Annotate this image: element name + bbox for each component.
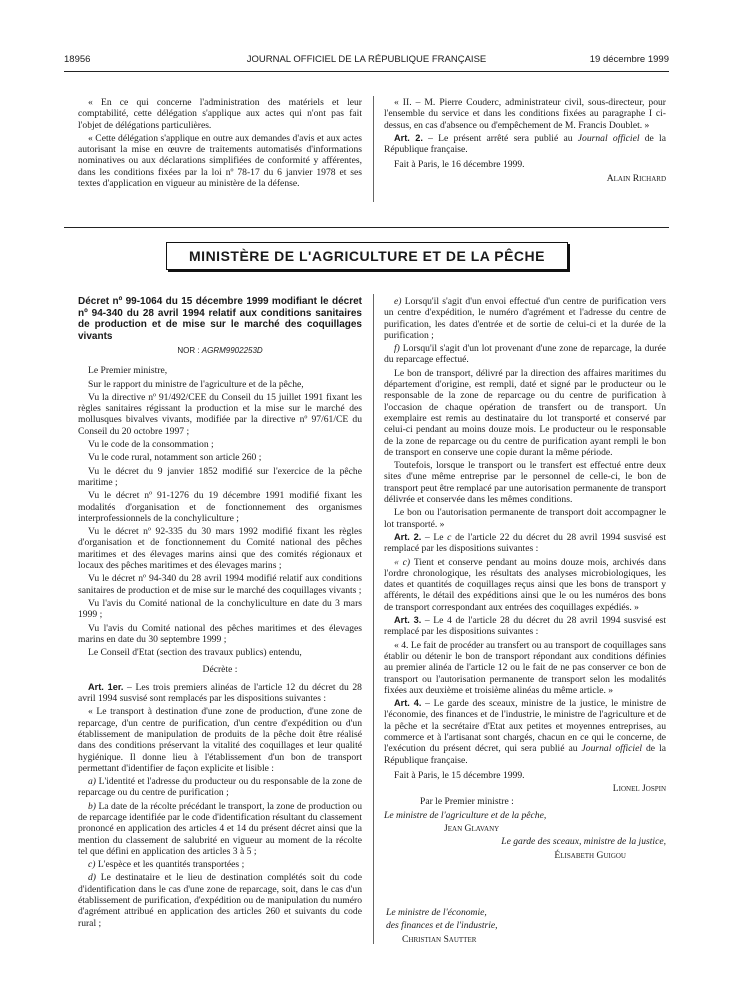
minister-title: des finances et de l'industrie,: [386, 920, 498, 932]
journal-name: Journal officiel: [581, 743, 643, 755]
visa: Vu le code rural, notamment son article 260 ;: [88, 452, 262, 464]
top-right-column: [384, 97, 666, 186]
article-label: Art. 4.: [394, 698, 422, 709]
decree-title: Décret nº 99-1064 du 15 décembre 1999 modifiant le décret nº 94-340 du 28 avril 1994 relatif aux conditions sanitaires de production et de mise sur le marché des coquillages vivants: [78, 296, 362, 342]
ministry-heading: MINISTÈRE DE L'AGRICULTURE ET DE LA PÊCHE: [189, 248, 545, 264]
article-3: Art. 3. – Le 4 de l'article 28 du décret du 28 avril 1994 susvisé est remplacé par les dispositions suivantes :: [384, 615, 666, 638]
economy-signature: [386, 907, 668, 947]
nor-code: AGRM9902253D: [201, 346, 263, 355]
journal-name: Journal officiel: [577, 132, 640, 144]
fait-a-paris: Fait à Paris, le 15 décembre 1999.: [394, 769, 525, 781]
minister-title: Le ministre de l'agriculture et de la pêche,: [384, 809, 547, 821]
quote: « c) Tient et conserve pendant au moins douze mois, archivés dans l'ordre chronologique, les résultats des analyses microbiologiques, les dates et quantités de coquillages reçus ainsi que les bons de transport y afférents, le détail des expéditions ainsi que le ou les numéros des bons de transport correspondant aux entrées des coquillages expédiés. »: [384, 556, 666, 613]
list-item: d) Le destinataire et le lieu de destination complétés soit du code d'identification dans le cas d'une zone de reparcage, soit, dans le cas d'un établissement de purification, d'expédition ou de manipulation du numéro d'agrément attribué en application des articles 260 et suivants du code rural ;: [78, 872, 362, 929]
paragraph: Le bon ou l'autorisation permanente de transport doit accompagner le lot transporté. »: [384, 507, 666, 530]
visa: Le Conseil d'Etat (section des travaux publics) entendu,: [88, 647, 302, 659]
article-2: Art. 2. – Le présent arrêté sera publié au Journal officiel de la République française.: [384, 132, 666, 156]
list-item: c) L'espèce et les quantités transportées ;: [88, 859, 245, 871]
list-item: f) Lorsqu'il s'agit d'un lot provenant d'une zone de reparcage, la durée du reparcage effectué.: [384, 343, 666, 366]
list-item: a) L'identité et l'adresse du producteur ou du responsable de la zone de reparcage ou du centre de purification ;: [78, 776, 362, 799]
fait-a-paris: Fait à Paris, le 16 décembre 1999.: [394, 159, 525, 171]
bottom-left-column: [78, 296, 362, 931]
journal-title: JOURNAL OFFICIEL DE LA RÉPUBLIQUE FRANÇAISE: [246, 54, 487, 65]
article-label: Art. 1er.: [88, 681, 124, 692]
par-le-premier-ministre: Par le Premier ministre :: [420, 796, 514, 808]
signature-prime-minister: Lionel Jospin: [612, 783, 666, 795]
article-2: Art. 2. – Le c de l'article 22 du décret du 28 avril 1994 susvisé est remplacé par les dispositions suivantes :: [384, 531, 666, 555]
paragraph: « Cette délégation s'applique en outre aux demandes d'avis et aux actes autorisant la mise en œuvre de traitements automatisés d'informations nominatives ou aux déclarations simplifiées de conformité y afférentes, dans les conditions fixées par la loi nº 78-17 du 6 janvier 1978 et ses textes d'application en vigueur au ministère de la défense.: [78, 132, 362, 190]
visa: Vu la directive nº 91/492/CEE du Conseil du 15 juillet 1991 fixant les règles sanitaires régissant la production et la mise sur le marché des mollusques bivalves vivants, modifiée par la directive nº 97/61/CE du Conseil du 20 octobre 1997 ;: [78, 391, 362, 437]
paragraph: « En ce qui concerne l'administration des matériels et leur comptabilité, cette délégation s'applique aux actes qui n'ont pas fait l'objet de délégations particulières.: [78, 97, 362, 131]
section-rule: [64, 227, 669, 228]
column-divider-bottom: [373, 294, 374, 944]
article-1: Art. 1er. – Les trois premiers alinéas de l'article 12 du décret du 28 avril 1994 susvisé sont remplacés par les dispositions suivantes :: [78, 681, 362, 705]
visa: Vu le décret nº 94-340 du 28 avril 1994 modifié relatif aux conditions sanitaires de production et de mise sur le marché des coquillages vivants ;: [78, 573, 362, 596]
visa: Vu l'avis du Comité national des pêches maritimes et des élevages marins en date du 30 septembre 1999 ;: [78, 622, 362, 645]
visa: Vu le décret nº 91-1276 du 19 décembre 1991 modifié fixant les modalités d'organisation et de fonctionnement des organismes interprofessionnels de la conchyliculture ;: [78, 490, 362, 524]
signature-agriculture: Jean Glavany: [444, 823, 500, 835]
quote: « 4. Le fait de procéder au transfert ou au transport de coquillages sans établir ou détenir le bon de transport répondant aux conditions définies au premier alinéa de l'article 12 ou le fait de ne pas conserver ce bon de transport ou l'autorisation permanente de transport selon les modalités fixées aux deuxième et troisième alinéas du même article. »: [384, 639, 666, 696]
visa: Vu le décret nº 92-335 du 30 mars 1992 modifié fixant les règles d'organisation et de fonctionnement du Comité national des pêches maritimes et des élevages marins ainsi que des comités régionaux et locaux des pêches maritimes et des élevages marins ;: [78, 526, 362, 572]
article-label: Art. 3.: [394, 615, 422, 626]
paragraph: Le bon de transport, délivré par la direction des affaires maritimes du département d'origine, est rempli, daté et signé par le producteur ou le responsable de la zone de reparcage ou du centre de purification à l'occasion de chaque opération de transfert ou de transport. Un exemplaire est remis au destinataire du lot transporté et conservé par celui-ci pendant au moins douze mois. Le producteur ou le responsable de la zone de reparcage ou du centre de purification ayant rempli le bon de transport en conserve une copie durant la même période.: [384, 367, 666, 458]
signature-economy: Christian Sautter: [402, 933, 477, 945]
paragraph: « II. – M. Pierre Couderc, administrateur civil, sous-directeur, pour l'ensemble du service et dans les conditions fixées au paragraphe I ci-dessus, en cas d'absence ou d'empêchement de M. Francis Doublet. »: [384, 97, 666, 131]
signature: Alain Richard: [606, 172, 666, 184]
decrete: Décrète :: [202, 664, 238, 676]
ministry-heading-box: [166, 242, 568, 270]
minister-title: Le garde des sceaux, ministre de la justice,: [501, 836, 666, 848]
nor-reference: NOR : AGRM9902253D: [177, 346, 263, 355]
header-rule: [64, 71, 669, 72]
page-number: 18956: [64, 54, 91, 65]
minister-title: Le ministre de l'économie,: [386, 907, 487, 918]
article-label: Art. 2.: [394, 132, 423, 143]
list-item: e) Lorsqu'il s'agit d'un envoi effectué d'un centre de purification vers un centre d'expédition, le numéro d'agrément et l'adresse du centre de purification, les dates d'entrée et de sortie de celui-ci et la durée de la purification ;: [384, 296, 666, 341]
top-left-column: [78, 97, 362, 191]
paragraph: Toutefois, lorsque le transport ou le transfert est effectué entre deux sites d'une même entreprise par le personnel de celle-ci, le bon de transport peut être remplacé par une autorisation permanente de transport délivrée et conservée dans les mêmes conditions.: [384, 460, 666, 506]
article-label: Art. 2.: [394, 531, 422, 542]
visa: Vu le code de la consommation ;: [88, 439, 214, 451]
visa: Vu l'avis du Comité national de la conchyliculture en date du 3 mars 1999 ;: [78, 597, 362, 621]
quote: « Le transport à destination d'une zone de production, d'une zone de reparcage, d'un centre de purification, d'un centre d'expédition ou d'un établissement de manipulation de produits de la pêche doit être réalisé dans des conditions préservant la vitalité des coquillages et leur qualité hygiénique. Il donne lieu à l'établissement d'un bon de transport permettant d'identifier de façon explicite et lisible :: [78, 706, 362, 774]
list-item: b) La date de la récolte précédant le transport, la zone de production ou de reparcage identifiée par le code d'identification résultant du classement prononcé en application des articles 4 et 14 du présent décret ainsi que la mention du classement de salubrité en vigueur au moment de la récolte tel que défini en application des articles 3 à 5 ;: [78, 800, 362, 857]
visa: Vu le décret du 9 janvier 1852 modifié sur l'exercice de la pêche maritime ;: [78, 465, 362, 488]
signature-justice: Élisabeth Guigou: [554, 849, 626, 861]
column-divider-top: [373, 96, 374, 202]
page-header: [64, 54, 669, 68]
bottom-right-column: [384, 296, 666, 863]
article-4: Art. 4. – Le garde des sceaux, ministre de la justice, le ministre de l'économie, des finances et de l'industrie, le ministre de l'agriculture et de la pêche et la secrétaire d'Etat aux petites et moyennes entreprises, au commerce et à l'artisanat sont chargés, chacun en ce qui le concerne, de l'exécution du présent décret, qui sera publié au Journal officiel de la République française.: [384, 698, 666, 766]
visa: Le Premier ministre,: [88, 365, 168, 377]
visa: Sur le rapport du ministre de l'agriculture et de la pêche,: [88, 378, 304, 390]
issue-date: 19 décembre 1999: [589, 54, 669, 65]
